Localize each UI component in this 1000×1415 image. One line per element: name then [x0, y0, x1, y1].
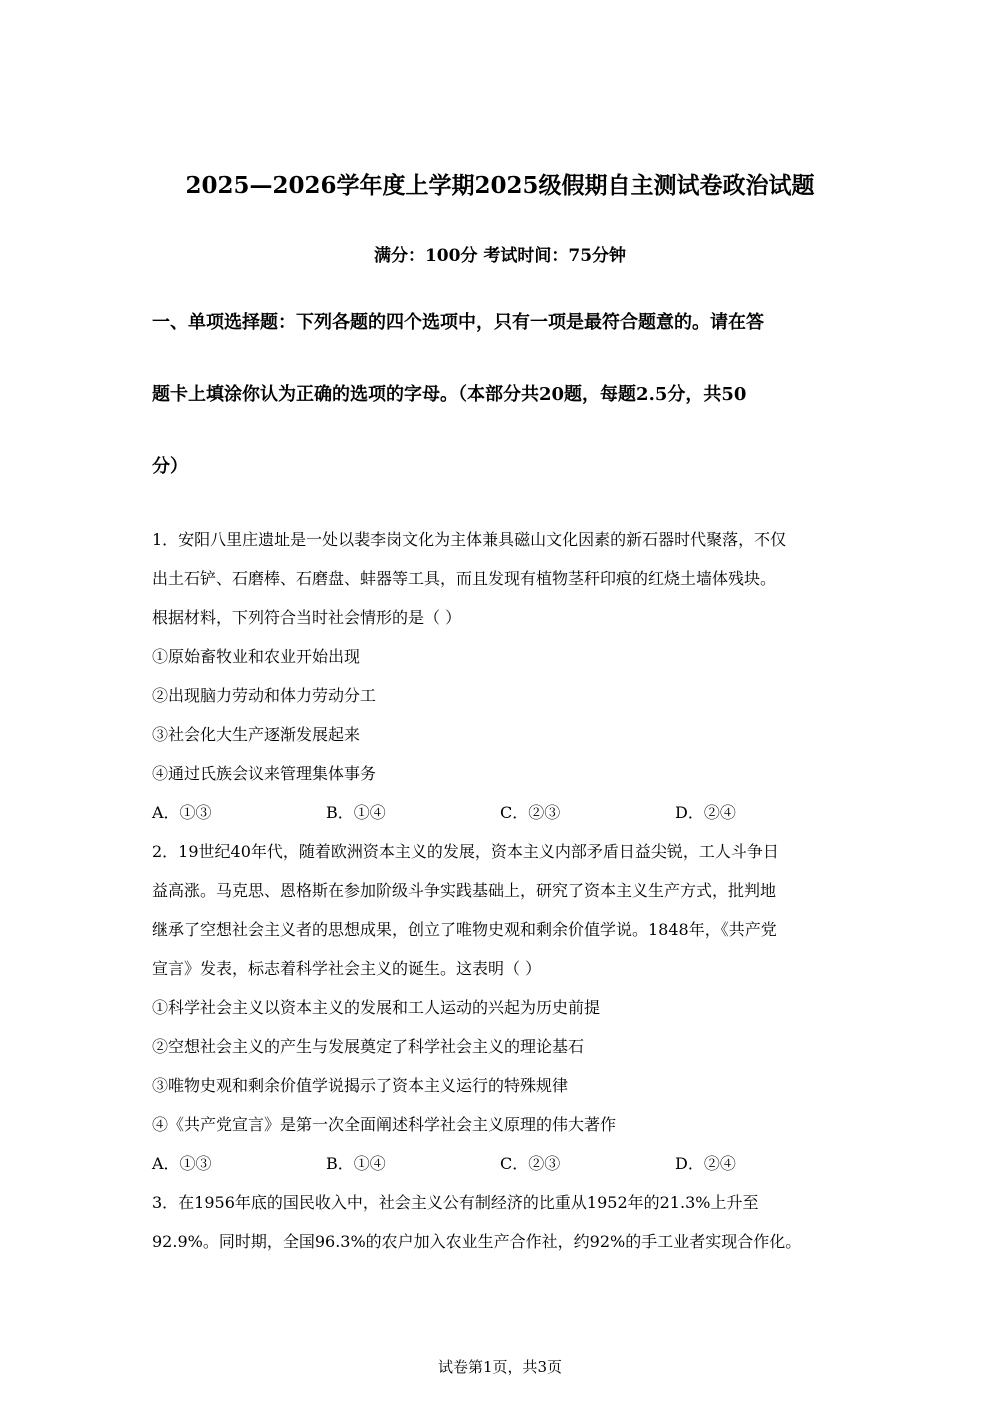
question-stem-line: 继承了空想社会主义者的思想成果，创立了唯物史观和剩余价值学说。1848年，《共产党 — [152, 920, 777, 939]
statement-item: ③唯物史观和剩余价值学说揭示了资本主义运行的特殊规律 — [152, 1076, 569, 1095]
page-footer: 试卷第1页，共3页 — [437, 1358, 563, 1376]
section-heading-line: 一、单项选择题：下列各题的四个选项中，只有一项是最符合题意的。请在答 — [152, 312, 764, 333]
option-c[interactable]: C．②③ — [500, 803, 561, 822]
option-a[interactable]: A．①③ — [152, 1154, 212, 1173]
statement-item: ①科学社会主义以资本主义的发展和工人运动的兴起为历史前提 — [152, 998, 601, 1017]
question-stem-line: 3．在1956年底的国民收入中，社会主义公有制经济的比重从1952年的21.3%上升至 — [152, 1193, 759, 1212]
option-c[interactable]: C．②③ — [500, 1154, 561, 1173]
answer-options — [152, 793, 857, 832]
question-stem-line: 宣言》发表，标志着科学社会主义的诞生。这表明（ ） — [152, 959, 542, 978]
option-b[interactable]: B．①④ — [326, 1154, 386, 1173]
statement-item: ②出现脑力劳动和体力劳动分工 — [152, 686, 377, 705]
question-list — [152, 520, 857, 1261]
exam-info: 满分：100分 考试时间：75分钟 — [373, 246, 627, 266]
option-a[interactable]: A．①③ — [152, 803, 212, 822]
section-heading — [152, 309, 852, 525]
option-d[interactable]: D．②④ — [675, 1154, 736, 1173]
question-stem-line: 益高涨。马克思、恩格斯在参加阶级斗争实践基础上，研究了资本主义生产方式，批判地 — [152, 881, 777, 900]
question-1 — [152, 520, 857, 832]
page-title: 2025—2026学年度上学期2025级假期自主测试卷政治试题 — [185, 172, 815, 199]
statement-item: ④《共产党宣言》是第一次全面阐述科学社会主义原理的伟大著作 — [152, 1115, 617, 1134]
question-3 — [152, 1183, 857, 1261]
statement-item: ①原始畜牧业和农业开始出现 — [152, 647, 361, 666]
section-heading-line: 题卡上填涂你认为正确的选项的字母。（本部分共20题，每题2.5分，共50 — [152, 384, 747, 405]
statement-item: ④通过氏族会议来管理集体事务 — [152, 764, 377, 783]
section-heading-line: 分） — [152, 456, 188, 477]
option-b[interactable]: B．①④ — [326, 803, 386, 822]
question-stem-line: 2．19世纪40年代，随着欧洲资本主义的发展，资本主义内部矛盾日益尖锐，工人斗争日 — [152, 842, 779, 861]
statement-item: ③社会化大生产逐渐发展起来 — [152, 725, 361, 744]
statement-item: ②空想社会主义的产生与发展奠定了科学社会主义的理论基石 — [152, 1037, 585, 1056]
question-stem-line: 出土石铲、石磨棒、石磨盘、蚌器等工具，而且发现有植物茎秆印痕的红烧土墙体残块。 — [152, 569, 777, 588]
answer-options — [152, 1144, 857, 1183]
question-2 — [152, 832, 857, 1183]
question-stem-line: 1．安阳八里庄遗址是一处以裴李岗文化为主体兼具磁山文化因素的新石器时代聚落，不仅 — [152, 530, 787, 549]
option-d[interactable]: D．②④ — [675, 803, 736, 822]
question-stem-line: 92.9%。同时期，全国96.3%的农户加入农业生产合作社，约92%的手工业者实现合作化。 — [152, 1232, 802, 1251]
question-stem-line: 根据材料，下列符合当时社会情形的是（ ） — [152, 608, 462, 627]
